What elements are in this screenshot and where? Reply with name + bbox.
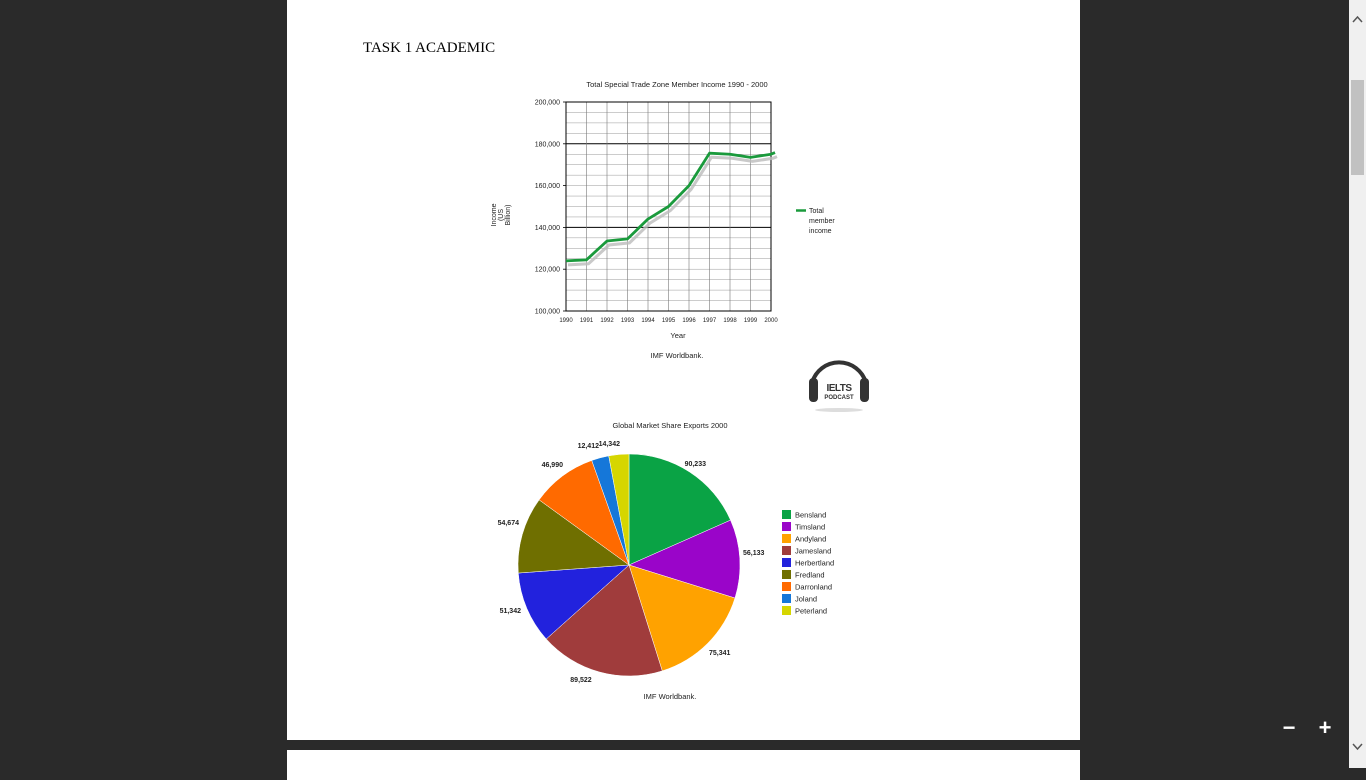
pie-legend-swatch: [782, 510, 791, 519]
pie-legend-label: Darronland: [795, 583, 832, 592]
task-heading: TASK 1 ACADEMIC: [363, 40, 495, 57]
logo-text: IELTS: [826, 383, 852, 394]
y-tick-label: 160,000: [535, 183, 560, 190]
pie-legend-label: Bensland: [795, 511, 826, 520]
x-tick-label: 1992: [600, 318, 614, 324]
pie-legend-label: Jamesland: [795, 547, 831, 556]
x-tick-label: 2000: [764, 318, 778, 324]
line-chart-ylabel: Income(USBillion): [491, 203, 512, 226]
pie-legend-label: Andyland: [795, 535, 826, 544]
x-tick-label: 1991: [580, 318, 594, 324]
pie-data-label: 14,342: [599, 441, 621, 448]
pie-legend-label: Timsland: [795, 523, 825, 532]
x-tick-label: 1994: [641, 318, 655, 324]
x-tick-label: 1997: [703, 318, 717, 324]
pie-data-label: 56,133: [743, 550, 765, 557]
scroll-up-arrow-icon[interactable]: [1349, 10, 1366, 27]
svg-text:PODCAST: PODCAST: [824, 395, 854, 401]
scroll-thumb[interactable]: [1351, 80, 1364, 175]
pie-legend-swatch: [782, 570, 791, 579]
document-page-next: [287, 750, 1080, 780]
pie-data-label: 54,674: [498, 520, 520, 527]
zoom-in-button[interactable]: +: [1313, 716, 1337, 740]
pie-data-label: 75,341: [709, 650, 731, 657]
y-tick-label: 140,000: [535, 225, 560, 232]
pie-data-label: 46,990: [542, 462, 564, 469]
y-tick-label: 120,000: [535, 267, 560, 274]
pie-legend-label: Joland: [795, 595, 817, 604]
pie-legend-label: Fredland: [795, 571, 825, 580]
line-legend-label: Total member income: [809, 208, 835, 235]
x-tick-label: 1996: [682, 318, 696, 324]
y-tick-label: 100,000: [535, 309, 560, 316]
pie-legend-swatch: [782, 558, 791, 567]
x-tick-label: 1998: [723, 318, 737, 324]
x-tick-label: 1995: [662, 318, 676, 324]
pie-legend-swatch: [782, 534, 791, 543]
pie-legend-swatch: [782, 582, 791, 591]
x-tick-label: 1999: [744, 318, 758, 324]
pie-legend-swatch: [782, 606, 791, 615]
pie-legend-label: Peterland: [795, 607, 827, 616]
pie-legend-swatch: [782, 546, 791, 555]
scroll-down-arrow-icon[interactable]: [1349, 738, 1366, 755]
pie-chart-title: Global Market Share Exports 2000: [612, 421, 727, 430]
y-tick-label: 200,000: [535, 100, 560, 107]
vertical-scrollbar[interactable]: [1349, 0, 1366, 768]
x-tick-label: 1993: [621, 318, 635, 324]
zoom-out-button[interactable]: −: [1277, 716, 1301, 740]
line-chart-title: Total Special Trade Zone Member Income 1990 - 2000: [586, 80, 767, 89]
pie-data-label: 90,233: [685, 461, 707, 468]
pie-data-label: 51,342: [500, 608, 522, 615]
line-chart-xlabel: Year: [670, 331, 686, 340]
charts-canvas: [287, 0, 1080, 740]
x-tick-label: 1990: [559, 318, 573, 324]
line-chart-source: IMF Worldbank.: [651, 351, 704, 360]
pie-legend-swatch: [782, 522, 791, 531]
pie-legend-swatch: [782, 594, 791, 603]
pie-chart-source: IMF Worldbank.: [644, 692, 697, 701]
pie-legend-label: Herbertland: [795, 559, 834, 568]
pie-data-label: 89,522: [570, 677, 592, 684]
y-tick-label: 180,000: [535, 141, 560, 148]
ielts-podcast-logo: [809, 362, 869, 412]
pie-data-label: 12,412: [578, 443, 600, 450]
document-page: [287, 0, 1080, 740]
